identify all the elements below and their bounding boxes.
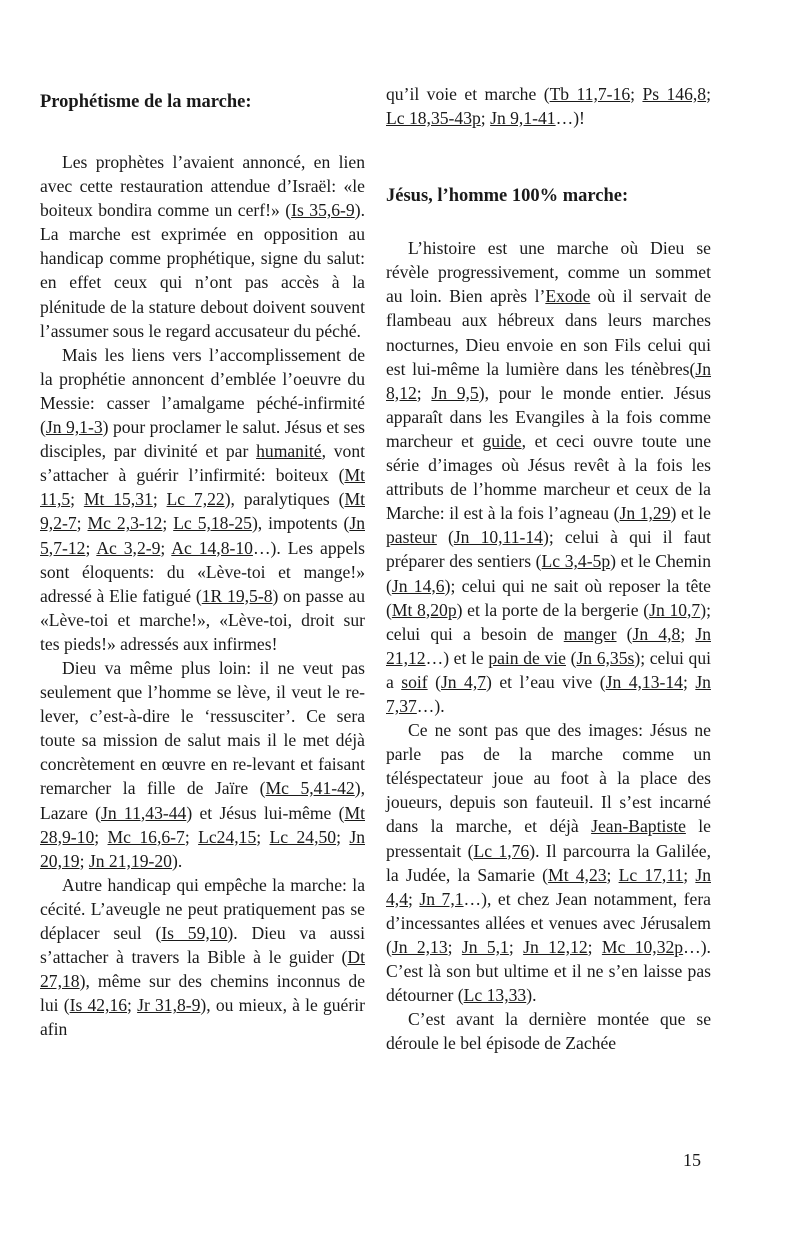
left-column [40,82,365,1041]
bible-reference-link[interactable]: Mc 5,41-42 [265,778,355,799]
bible-reference-link[interactable]: Jn 8,12 [386,358,711,403]
text-run: , vont s’attacher à guérir l’infirmité: boiteux ( [40,441,366,486]
bible-reference-link[interactable]: Mt 4,23 [548,864,607,885]
bible-reference-link[interactable]: pasteur [386,527,437,548]
paragraph [40,343,365,656]
text-run: ), même sur des chemins inconnus de lui ( [40,971,365,1016]
text-run: ; [336,826,350,847]
text-run: ; [408,888,420,909]
text-run: ; [152,489,167,510]
bible-reference-link[interactable]: Jean-Baptiste [591,816,686,837]
paragraph [386,718,711,1007]
bible-reference-link[interactable]: manger [563,623,617,644]
text-run: ; [587,936,602,957]
text-run: , et ceci ouvre toute une série d’images où Jésus revêt à la fois les attributs de l’homme marcheur et ceux de la Marche: il est à la fois l’agneau ( [386,430,712,524]
bible-reference-link[interactable]: Lc 17,11 [618,864,684,885]
paragraph [40,873,365,1042]
text-run: ; [184,826,199,847]
bible-reference-link[interactable]: Jn 5,1 [461,936,509,957]
text-run: C’est avant la dernière montée que se déroule le bel épisode de Zachée [386,1009,711,1054]
text-run: Mais les liens vers l’accomplissement de la prophétie annoncent d’emblée l’oeuvre du Messie: casser l’amalgame péché-infirmité ( [40,344,365,438]
text-run: Les prophètes l’avaient annoncé, en lien avec cette restauration attendue d’Israël: «le boiteux bondira comme un cerf!» ( [40,152,365,221]
bible-reference-link[interactable]: Mc 2,3-12 [87,513,163,534]
text-run: ( [436,527,454,548]
bible-reference-link[interactable]: Jn 6,35s [576,647,635,668]
text-run: ) on passe au «Lève-toi et marche!», «Lève-toi, droit sur tes pieds!» adressés aux infirmes! [40,585,365,654]
bible-reference-link[interactable]: Mt 9,2-7 [40,489,365,534]
text-run: ; [683,864,696,885]
text-run: ). Dieu va aussi s’attacher à travers la Bible à le guider ( [40,923,365,968]
text-run: ). [526,985,537,1006]
bible-reference-link[interactable]: Jn 12,12 [523,936,588,957]
text-run: Ce ne sont pas que des images: Jésus ne parle pas de la marche comme un téléspectateur joue au foot à la place des joueurs, depuis son fauteuil. Il s’est incarné dans la marche, et déjà [386,720,711,837]
bible-reference-link[interactable]: Mt 11,5 [40,465,365,510]
text-run: ; [94,826,108,847]
bible-reference-link[interactable]: Ac 14,8-10 [171,537,253,558]
text-run: ); celui à qui il faut préparer des sentiers ( [386,527,711,572]
bible-reference-link[interactable]: Jn 20,19 [40,826,365,871]
bible-reference-link[interactable]: Jn 21,19-20 [88,850,172,871]
text-run: ). Il parcourra la Galilée, la Judée, la Samarie ( [386,840,712,885]
bible-reference-link[interactable]: Tb 11,7-16 [549,84,631,104]
text-run: ); celui qui a [386,647,712,692]
bible-reference-link[interactable]: Mc 16,6-7 [107,826,185,847]
text-run: ; [160,537,172,558]
text-run: ) et l’eau vive ( [486,671,606,692]
text-run: ); celui qui a besoin de [386,599,711,644]
bible-reference-link[interactable]: Jn 4,8 [632,623,681,644]
text-run: ; [680,623,696,644]
text-run: …). Les appels sont éloquents: du «Lève-toi et mange!» adressé à Elie fatigué ( [40,537,366,606]
bible-reference-link[interactable]: Lc 1,76 [473,840,530,861]
bible-reference-link[interactable]: Lc 5,18-25 [173,513,252,534]
bible-reference-link[interactable]: Jn 10,7 [649,599,701,620]
bible-reference-link[interactable]: Mt 15,31 [83,489,153,510]
section-heading-prophetisme: Prophétisme de la marche: [40,92,252,112]
bible-reference-link[interactable]: Is 42,16 [69,995,128,1016]
text-run: ; [606,864,619,885]
text-run: ), ou mieux, à le guérir afin [40,995,365,1040]
bible-reference-link[interactable]: Exode [545,286,591,307]
bible-reference-link[interactable]: Jr 31,8-9 [137,995,201,1016]
text-run: …) et le [425,647,489,668]
text-run: ; [70,489,84,510]
text-run: ; [85,537,97,558]
bible-reference-link[interactable]: Jn 2,13 [391,936,448,957]
bible-reference-link[interactable]: Jn 11,43-44 [101,802,187,823]
text-run: ; [162,513,174,534]
text-run: où il servait de flambeau aux hébreux dans leurs marches nocturnes, Dieu envoie en son Fils celui qui est lui-même la lumière dans les ténèbres( [386,286,711,379]
text-run: …). C’est là son but ultime et il ne s’en laisse pas détourner ( [386,936,711,1006]
text-run: ; [706,84,711,104]
bible-reference-link[interactable]: Jn 7,37 [386,671,711,716]
bible-reference-link[interactable]: Jn 1,29 [619,503,671,524]
text-run: ), Lazare ( [40,778,365,823]
bible-reference-link[interactable]: Jn 5,7-12 [40,513,365,558]
text-run: …), et chez Jean notamment, fera d’incessantes allées et venues avec Jérusalem ( [386,888,711,957]
bible-reference-link[interactable]: Jn 9,5 [431,382,479,403]
text-run: ) et le Chemin ( [386,551,711,596]
paragraph [386,236,711,718]
bible-reference-link[interactable]: Mt 8,20p [391,599,457,620]
bible-reference-link[interactable]: Mt 28,9-10 [40,802,366,847]
bible-reference-link[interactable]: Lc 7,22 [166,489,225,510]
bible-reference-link[interactable]: Jn 4,13-14 [605,671,683,692]
bible-reference-link[interactable]: Is 35,6-9 [291,200,355,221]
bible-reference-link[interactable]: Jn 7,1 [419,888,464,909]
paragraph [386,1007,711,1055]
text-run: ; [416,382,432,403]
text-run: ) et la porte de la bergerie ( [456,599,650,620]
bible-reference-link[interactable]: Jn 14,6 [391,575,445,596]
bible-reference-link[interactable]: Mc 10,32p [601,936,684,957]
bible-reference-link[interactable]: Ac 3,2-9 [96,537,161,558]
text-run: ), impotents ( [251,513,350,534]
text-run: ). [171,850,183,871]
text-run: ; [127,995,138,1016]
bible-reference-link[interactable]: humanité [256,441,322,462]
page-number: 15 [683,1150,701,1170]
text-run: ); celui qui ne sait où reposer la tête ( [386,575,711,620]
bible-reference-link[interactable]: Dt 27,18 [40,947,365,992]
text-run: ; [256,826,270,847]
text-run: ; [630,84,643,104]
bible-reference-link[interactable]: Lc 24,50 [269,826,337,847]
text-run: L’histoire est une marche où Dieu se révèle progressivement, comme un sommet au loin. Bien après l’ [386,238,711,307]
bible-reference-link[interactable]: Jn 4,4 [386,864,711,909]
text-run: ), pour le monde entier. Jésus apparaît dans les Evangiles à la fois comme marcheur et [386,382,711,451]
text-run: le pressentait ( [386,816,711,861]
paragraph-continued [386,82,711,130]
text-run: ; [682,671,696,692]
bible-reference-link[interactable]: pain de vie [488,647,566,668]
text-run: ) pour proclamer le salut. Jésus et ses disciples, par divinité et par [40,417,365,462]
bible-reference-link[interactable]: Lc 13,33 [463,985,527,1006]
bible-reference-link[interactable]: Lc 18,35-43p [386,108,481,129]
text-run: ) et le [670,503,711,524]
paragraph [40,656,365,873]
bible-reference-link[interactable]: soif [401,671,428,692]
section-heading-jesus: Jésus, l’homme 100% marche: [386,186,629,207]
text-run: ), paralytiques ( [224,489,345,510]
text-run: ; [480,108,491,129]
text-run: ; [447,936,462,957]
text-run: Autre handicap qui empêche la marche: la cécité. L’aveugle ne peut pratiquement pas se déplacer seul ( [40,874,365,943]
text-run: ; [508,936,524,957]
text-run: ; [76,513,88,534]
right-column [386,82,711,1055]
text-run: qu’il voie et marche ( [386,84,550,104]
text-run: ( [616,623,633,644]
bible-reference-link[interactable]: Jn 9,1-41 [490,108,556,129]
bible-reference-link[interactable]: Jn 9,1-3 [45,417,103,438]
bible-reference-link[interactable]: Is 59,10 [161,923,228,943]
bible-reference-link[interactable]: Lc 3,4-5p [541,551,611,572]
text-run: Dieu va même plus loin: il ne veut pas seulement que l’homme se lève, il veut le re-lever, c’est-à-dire le ‘ressusciter’. Ce sera toute sa mission de salut mais il le met déjà concrètement en œuvre en re-levant et faisant remarcher la fille de Jaïre ( [40,657,365,799]
bible-reference-link[interactable]: Ps 146,8 [642,84,707,104]
text-run: …). [416,695,445,716]
bible-reference-link[interactable]: Jn 10,11-14 [453,527,543,548]
bible-reference-link[interactable]: Jn 21,12 [386,623,711,668]
text-run: …)! [555,108,585,129]
text-run: ( [565,647,577,668]
text-run: ). La marche est exprimée en opposition au handicap comme prophétique, signe du salut: en effet ceux qui n’ont pas accès à la plénitude de la stature debout doivent souvent l’assumer sous le regard accusateur du péché. [40,200,365,341]
bible-reference-link[interactable]: guide [482,430,522,451]
bible-reference-link[interactable]: Lc24,15 [198,826,257,847]
text-run: ; [79,850,89,871]
text-run: ) et Jésus lui-même ( [186,802,345,823]
paragraph [40,150,365,343]
text-run: ( [427,671,441,692]
bible-reference-link[interactable]: 1R 19,5-8 [201,585,273,606]
bible-reference-link[interactable]: Jn 4,7 [440,671,487,692]
